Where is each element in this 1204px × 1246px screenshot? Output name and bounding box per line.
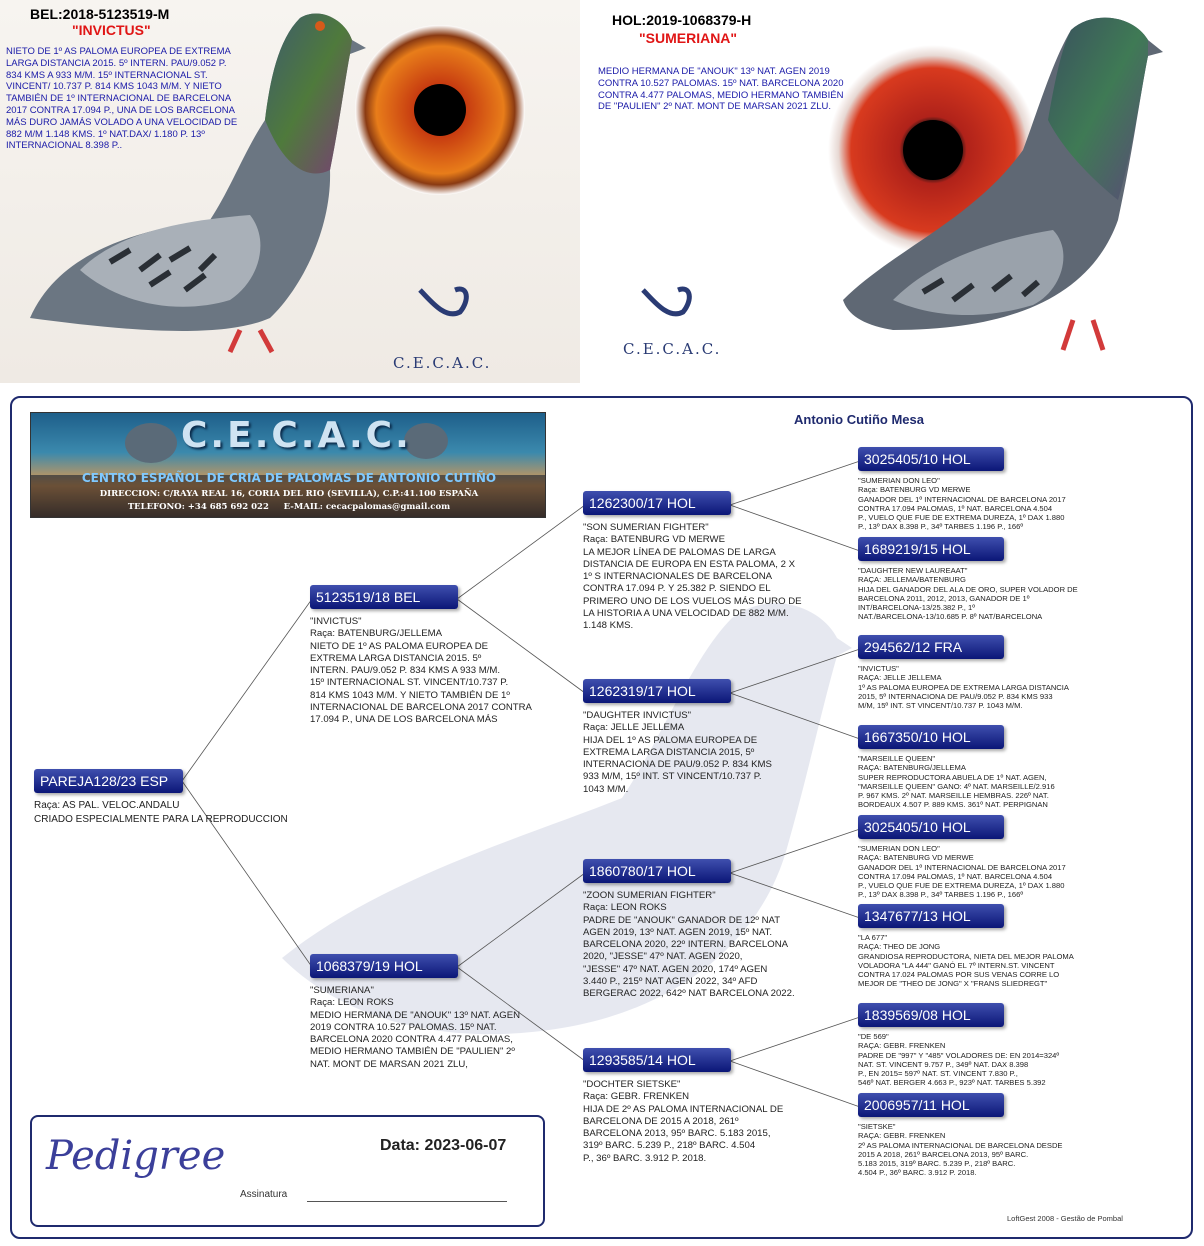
grandparent-1-info: "SUMERIAN DON LEO" Raça: BATENBURG VD MERWE GANADOR DEL 1º INTERNACIONAL DE BARCELONA 2017 CONTRA 17.094 PALOMAS, 1º NAT. BARCELONA 4.504 P., VUELO QUE FUE DE EXTREMA DUREZA, 1º DAX 1.880 P., 13º DAX 8.398 P., 34º TARBES 1.196 P., 166º — [858, 476, 1066, 532]
grandparent-7-info: "DE 569" RAÇA: GEBR. FRENKEN PADRE DE "997" Y "485" VOLADORES DE: EN 2014=324º NAT. ST. VINCENT 9.757 P., 349º NAT. DAX 8.398 P., EN 2015= 597º NAT. ST. VINCENT 7.830 P., 546º NAT. BERGER 4.663 P., 923º NAT. TARBES 5.392 — [858, 1032, 1060, 1088]
sire-ring[interactable]: 5123519/18 BEL — [310, 585, 458, 609]
subject-ring[interactable]: PAREJA128/23 ESP — [34, 769, 183, 793]
banner-contact: TELEFONO: +34 685 692 022 E-MAIL: cecacpalomas@gmail.com — [127, 502, 451, 512]
grandparent-5-ring[interactable]: 3025405/10 HOL — [858, 815, 1004, 839]
male-nickname: "INVICTUS" — [72, 22, 151, 38]
dam-info: "SUMERIANA" Raça: LEON ROKS MEDIO HERMANA DE "ANOUK" 13º NAT. AGEN 2019 CONTRA 10.527 PALOMAS. 15º NAT. BARCELONA 2020 CONTRA 4.477 PALOMAS, MEDIO HERMANO TAMBIÉN DE "PAULIEN" 2º NAT. MONT DE MARSAN 2021 ZLU, — [310, 985, 521, 1070]
grandparent-8-ring[interactable]: 2006957/11 HOL — [858, 1093, 1004, 1117]
banner-subtitle: CENTRO ESPAÑOL DE CRIA DE PALOMAS DE ANTONIO CUTIÑO — [81, 471, 497, 485]
female-nickname: "SUMERIANA" — [639, 30, 738, 46]
grandparent-6-info: "LA 677" RAÇA: THEO DE JONG GRANDIOSA REPRODUCTORA, NIETA DEL MEJOR PALOMA VOLADORA "LA 444" GANÓ EL 7º INTERN.ST. VINCENT CONTRA 17.024 PALOMAS POR SUS VENAS CORRE LO MEJOR DE "THEO DE JONG" X "FRANS SLIEDREGT" — [858, 933, 1074, 989]
sire-sire-info: "SON SUMERIAN FIGHTER" Raça: BATENBURG VD MERWE LA MEJOR LÍNEA DE PALOMAS DE LARGA DISTANCIA DE EUROPA EN ESTA PALOMA, 2 X 1º S INTERNACIONALES DE BARCELONA CONTRA 17.094 P. Y 25.382 P. SIENDO EL PRIMERO UNO DE LOS VUELOS MÁS DURO DE LA HISTORIA A UNA VELOCIDAD DE 882 M/M. 1.148 KMS. — [583, 522, 802, 632]
pedigree-document — [10, 396, 1193, 1239]
grandparent-1-ring[interactable]: 3025405/10 HOL — [858, 447, 1004, 471]
sire-sire-ring[interactable]: 1262300/17 HOL — [583, 491, 731, 515]
banner-title: C.E.C.A.C. — [181, 415, 412, 456]
cecac-logo-left: C.E.C.A.C. — [393, 354, 492, 372]
grandparent-3-ring[interactable]: 294562/12 FRA — [858, 635, 1004, 659]
dam-dam-ring[interactable]: 1293585/14 HOL — [583, 1048, 731, 1072]
grandparent-7-ring[interactable]: 1839569/08 HOL — [858, 1003, 1004, 1027]
cecac-logo-right: C.E.C.A.C. — [623, 340, 722, 358]
dam-sire-ring[interactable]: 1860780/17 HOL — [583, 859, 731, 883]
photo-panel-female — [593, 0, 1204, 383]
grandparent-3-info: "INVICTUS" RAÇA: JELLE JELLEMA 1º AS PALOMA EUROPEA DE EXTREMA LARGA DISTANCIA 2015, 5º INTERNACIONA DE PAU/9.052 P. 834 KMS 933 M/M, 15º INT. ST VINCENT/10.737 P. 1043 M/M. — [858, 664, 1069, 711]
female-ring-number: HOL:2019-1068379-H — [612, 12, 752, 28]
male-description: NIETO DE 1º AS PALOMA EUROPEA DE EXTREMA LARGA DISTANCIA 2015. 5º INTERN. PAU/9.052 P. 834 KMS A 933 M/M. 15º INTERNACIONAL ST. VINCENT/ 10.737 P. 814 KMS 1043 M/M. Y NIETO TAMBIÉN DE 1º INTERNACIONAL DE BARCELONA 2017 CONTRA 17.094 P., UNA DE LOS BARCELONA MÁS DURO JAMÁS VOLADO A UNA VELOCIDAD DE 882 M/M 1.148 KMS. 1º NAT.DAX/ 1.180 P. 13º INTERNACIONAL 8.398 P.. — [6, 46, 238, 152]
female-description: MEDIO HERMANA DE "ANOUK" 13º NAT. AGEN 2019 CONTRA 10.527 PALOMAS. 15º NAT. BARCELONA 2020 CONTRA 4.477 PALOMAS, MEDIO HERMANO TAMBIÉN DE "PAULIEN" 2º NAT. MONT DE MARSAN 2021 ZLU. — [598, 66, 844, 113]
grandparent-8-info: "SIETSKE" RAÇA: GEBR. FRENKEN 2º AS PALOMA INTERNACIONAL DE BARCELONA DESDE 2015 A 2018, 261º BARCELONA 2013, 95º BARC. 5.183 2015, 319º BARC. 5.239 P., 218º BARC. 4.504 P., 36º BARC. 3.912 P. 2018. — [858, 1122, 1063, 1178]
subject-info: Raça: AS PAL. VELOC.ANDALU CRIADO ESPECIALMENTE PARA LA REPRODUCCION — [34, 800, 288, 825]
grandparent-2-ring[interactable]: 1689219/15 HOL — [858, 537, 1004, 561]
grandparent-6-ring[interactable]: 1347677/13 HOL — [858, 904, 1004, 928]
sire-dam-info: "DAUGHTER INVICTUS" Raça: JELLE JELLEMA HIJA DEL 1º AS PALOMA EUROPEA DE EXTREMA LARGA DISTANCIA 2015, 5º INTERNACIONA DE PAU/9.052 P. 834 KMS 933 M/M, 15º INT. ST VINCENT/10.737 P. 1043 M/M. — [583, 710, 772, 795]
dam-dam-info: "DOCHTER SIETSKE" Raça: GEBR. FRENKEN HIJA DE 2º AS PALOMA INTERNACIONAL DE BARCELONA DE 2015 A 2018, 261º BARCELONA 2013, 95º BARC. 5.183 2015, 319º BARC. 5.239 P., 218º BARC. 4.504 P., 36º BARC. 3.912 P. 2018. — [583, 1079, 784, 1164]
grandparent-4-ring[interactable]: 1667350/10 HOL — [858, 725, 1004, 749]
grandparent-5-info: "SUMERIAN DON LEO" RAÇA: BATENBURG VD MERWE GANADOR DEL 1º INTERNACIONAL DE BARCELONA 2017 CONTRA 17.094 PALOMAS, 1º NAT. BARCELONA 4.504 P., VUELO QUE FUE DE EXTREMA DUREZA, 1º DAX 1.880 P., 13º DAX 8.398 P., 34º TARBES 1.196 P., 166º — [858, 844, 1066, 900]
signature-label: Assinatura — [240, 1189, 288, 1200]
software-credit: LoftGest 2008 - Gestão de Pombal — [1007, 1214, 1123, 1223]
sire-info: "INVICTUS" Raça: BATENBURG/JELLEMA NIETO DE 1º AS PALOMA EUROPEA DE EXTREMA LARGA DISTANCIA 2015. 5º INTERN. PAU/9.052 P. 834 KMS A 933 M/M. 15º INTERNACIONAL ST. VINCENT/10.737 P. 814 KMS 1043 M/M. Y NIETO TAMBIÉN DE 1º INTERNACIONAL DE BARCELONA 2017 CONTRA 17.094 P., UNA DE LOS BARCELONA MÁS — [310, 616, 532, 726]
breeder-name: Antonio Cutiño Mesa — [794, 412, 924, 427]
pedigree-footer-box — [30, 1115, 545, 1227]
male-ring-number: BEL:2018-5123519-M — [30, 6, 170, 22]
pedigree-date: Data: 2023-06-07 — [380, 1137, 507, 1154]
grandparent-2-info: "DAUGHTER NEW LAUREAAT" RAÇA: JELLEMA/BATENBURG HIJA DEL GANADOR DEL ALA DE ORO, SUPER VOLADOR DE BARCELONA 2011, 2012, 2013, GANADOR DE 1º INT/BARCELONA-13/25.382 P., 1º NAT./BARCELONA-13/10.685 P. 8º NAT/BARCELONA — [858, 566, 1078, 622]
grandparent-4-info: "MARSEILLE QUEEN" RAÇA: BATENBURG/JELLEMA SUPER REPRODUCTORA ABUELA DE 1º NAT. AGEN, "MARSEILLE QUEEN" GANO: 4º NAT. MARSEILLE/2.916 P. 967 KMS. 2º NAT. MARSEILLE HEMBRAS. 226º NAT. BORDEAUX 4.507 P. 889 KMS. 361º NAT. PERPIGNAN — [858, 754, 1055, 810]
pigeon-female-illustration — [593, 0, 1204, 383]
sire-dam-ring[interactable]: 1262319/17 HOL — [583, 679, 731, 703]
dam-ring[interactable]: 1068379/19 HOL — [310, 954, 458, 978]
dam-sire-info: "ZOON SUMERIAN FIGHTER" Raça: LEON ROKS PADRE DE "ANOUK" GANADOR DE 12º NAT AGEN 2019, 13º NAT. AGEN 2019, 15º NAT. BARCELONA 2020, 22º INTERN. BARCELONA 2020, "JESSE" 47º NAT. AGEN 2020, "JESSE" 47º NAT. AGEN 2020, 174º AGEN 3.440 P., 215º NAT AGEN 2022, 34º AFD BERGERAC 2022, 642º NAT BARCELONA 2022. — [583, 890, 795, 1000]
pedigree-label: Pedigree — [46, 1133, 226, 1179]
photo-panel-male — [0, 0, 580, 383]
signature-line[interactable] — [307, 1201, 507, 1202]
banner-address: DIRECCION: C/RAYA REAL 16, CORIA DEL RIO (SEVILLA), C.P.:41.100 ESPAÑA — [99, 489, 479, 499]
